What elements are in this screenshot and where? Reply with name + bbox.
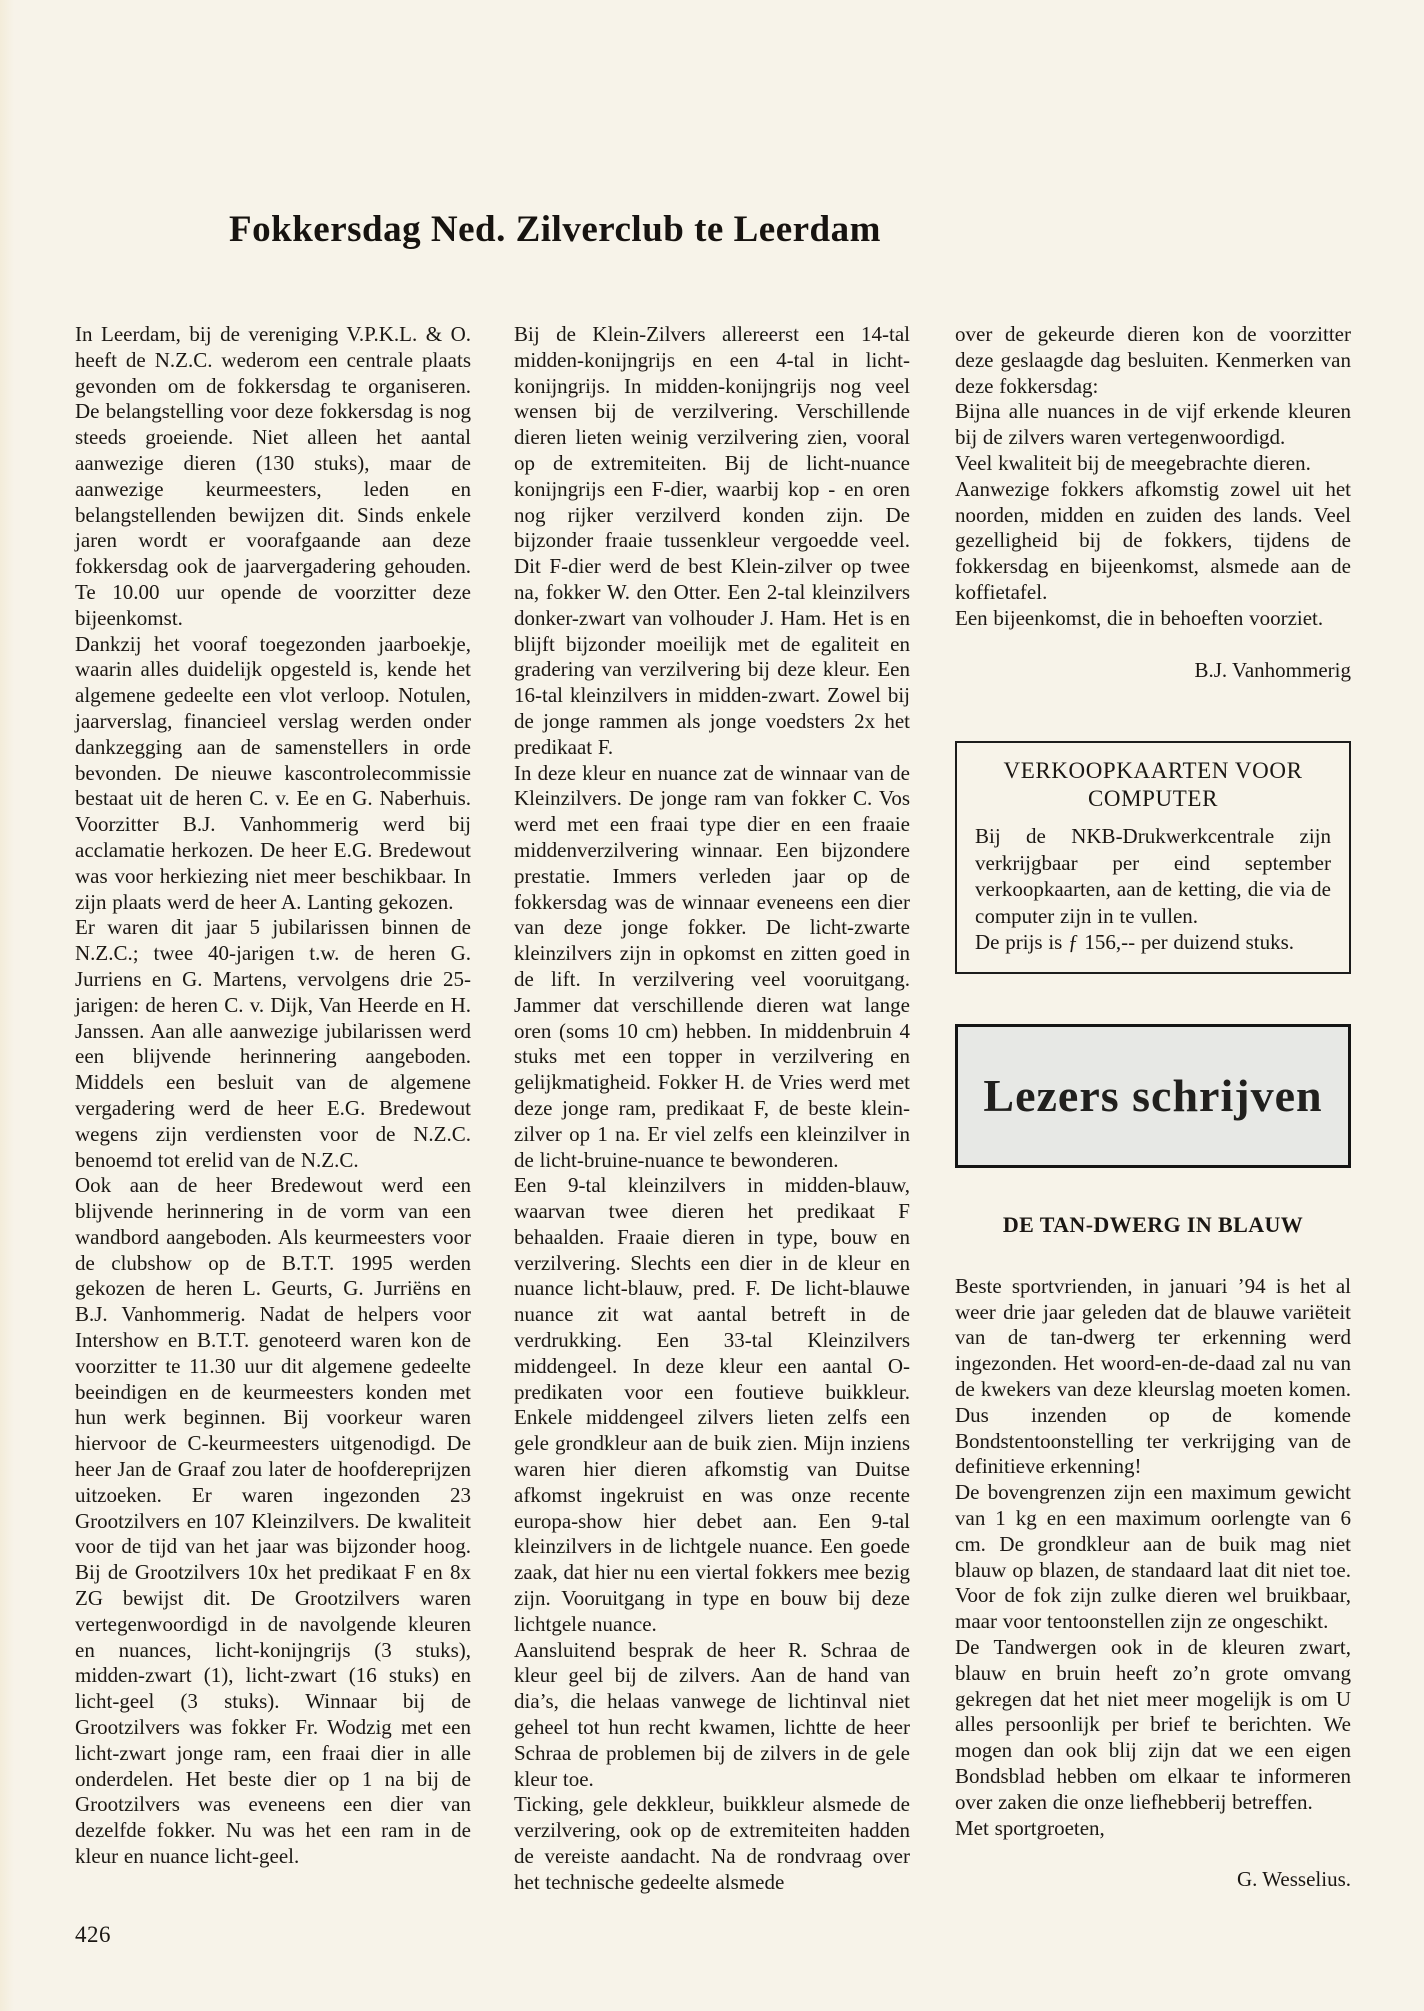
paragraph: over de gekeurde dieren kon de voorzitter deze geslaagde dag besluiten. Kenmerken van deze fokkersdag:: [955, 322, 1351, 398]
paragraph: Veel kwaliteit bij de meegebrachte dieren.: [955, 450, 1311, 475]
article-column-3: [955, 322, 1351, 1893]
lezers-schrijven-banner: [955, 1024, 1351, 1168]
scan-edge-shadow: [0, 0, 14, 2011]
page-title: Fokkersdag Ned. Zilverclub te Leerdam: [229, 208, 881, 250]
paragraph: Aansluitend besprak de heer R. Schraa de kleur geel bij de zilvers. Aan de hand van dia’s, die helaas vanwege de lichtinval niet geheel tot hun recht kwamen, lichtte de heer Schraa de problemen bij de zilvers in de gele kleur toe.: [514, 1637, 910, 1791]
letter-paragraph: Beste sportvrienden, in januari ’94 is het al weer drie jaar geleden dat de blauwe variëteit van de tan-dwerg ter erkenning werd ingezonden. Het woord-en-de-daad zal nu van de kwekers van deze kleurslag moeten komen. Dus inzenden op de komende Bondstentoonstelling ter verkrijging van de definitieve erkenning!: [955, 1273, 1351, 1479]
article-column-2: [514, 322, 910, 1896]
box-body: Bij de NKB-Drukwerkcentrale zijn verkrijgbaar per eind september verkoopkaarten, aan de ketting, die via de computer zijn in te vullen.: [975, 824, 1331, 928]
page-number: 426: [75, 1922, 111, 1947]
paragraph: Een bijeenkomst, die in behoeften voorziet.: [955, 605, 1324, 630]
article-column-1: [75, 322, 471, 1870]
letter-paragraph: De bovengrenzen zijn een maximum gewicht van 1 kg en een maximum oorlengte van 6 cm. De grondkleur aan de buik mag niet blauw op blazen, de standaard laat dit niet toe. Voor de fok zijn zulke dieren wel bruikbaar, maar voor tentoonstellen zijn ze ongeschikt.: [955, 1480, 1351, 1634]
paragraph: In Leerdam, bij de vereniging V.P.K.L. & O. heeft de N.Z.C. wederom een centrale plaats gevonden om de fokkersdag te organiseren. De belangstelling voor deze fokkersdag is nog steeds groeiende. Niet alleen het aantal aanwezige dieren (130 stuks), maar de aanwezige keurmeesters, leden en belangstellenden bewijzen dit. Sinds enkele jaren wordt er voorafgaande aan deze fokkersdag ook de jaarvergadering gehouden. Te 10.00 uur opende de voorzitter deze bijeenkomst.: [75, 322, 471, 630]
box-title: [975, 757, 1331, 813]
paragraph: Bijna alle nuances in de vijf erkende kleuren bij de zilvers waren vertegenwoordigd.: [955, 399, 1351, 450]
paragraph: In deze kleur en nuance zat de winnaar van de Kleinzilvers. De jonge ram van fokker C. Vos werd met een fraai type dier en een fraaie middenverzilvering winnaar. Een bijzondere prestatie. Immers verleden jaar op de fokkersdag was de winnaar eveneens een dier van deze jonge fokker. De licht-zwarte kleinzilvers zijn in opkomst en zitten goed in de lift. In verzilvering veel vooruitgang. Jammer dat verschillende dieren wat lange oren (soms 10 cm) hebben. In middenbruin 4 stuks met een topper in verzilvering en gelijkmatigheid. Fokker H. de Vries werd met deze jonge ram, predikaat F, de beste klein-zilver op 1 na. Er viel zelfs een kleinzilver in de licht-bruine-nuance te bewonderen.: [514, 760, 910, 1172]
author-signature: B.J. Vanhommerig: [1194, 657, 1351, 682]
paragraph: Een 9-tal kleinzilvers in midden-blauw, waarvan twee dieren het predikaat F behaalden. Fraaie dieren in type, bouw en verzilvering. Slechts een dier in de kleur en nuance licht-blauw, pred. F. De licht-blauwe nuance zit wat aantal betreft in de verdrukking. Een 33-tal Kleinzilvers middengeel. In deze kleur een aantal O-predikaten voor een foutieve buikkleur. Enkele middengeel zilvers lieten zelfs een gele grondkleur aan de buik zien. Mijn inziens waren hier dieren afkomstig van Duitse afkomst ingekruist en was onze recente europa-show hier debet aan. Een 9-tal kleinzilvers in de lichtgele nuance. Een goede zaak, dat hier nu een viertal fokkers mee bezig zijn. Vooruitgang in type en bouw bij deze lichtgele nuance.: [514, 1173, 910, 1636]
letter-signature: G. Wesselius.: [1236, 1867, 1351, 1892]
paragraph: Aanwezige fokkers afkomstig zowel uit het noorden, midden en zuiden des lands. Veel gezelligheid bij de fokkers, tijdens de fokkersdag en bijeenkomst, alsmede aan de koffietafel.: [955, 476, 1351, 604]
banner-text: Lezers schrijven: [983, 1070, 1323, 1122]
paragraph: Bij de Klein-Zilvers allereerst een 14-tal midden-konijngrijs en een 4-tal in licht-konijngrijs. In midden-konijngrijs nog veel wensen bij de verzilvering. Verschillende dieren lieten weinig verzilvering zien, vooral op de extremiteiten. Bij de licht-nuance konijngrijs een F-dier, waarbij kop - en oren nog rijker verzilverd konden zijn. De bijzonder fraaie tussenkleur vergoedde veel. Dit F-dier werd de best Klein-zilver op twee na, fokker W. den Otter. Een 2-tal kleinzilvers donker-zwart van volhouder J. Ham. Het is en blijft bijzonder moeilijk met de egaliteit en gradering van verzilvering bij deze kleur. Een 16-tal kleinzilvers in midden-zwart. Zowel bij de jonge rammen als jonge voedsters 2x het predikaat F.: [514, 322, 910, 759]
paragraph: Ook aan de heer Bredewout werd een blijvende herinnering in de vorm van een wandbord aangeboden. Als keurmeesters voor de clubshow op de B.T.T. 1995 werden gekozen de heren L. Geurts, G. Jurriëns en B.J. Vanhommerig. Nadat de helpers voor Intershow en B.T.T. genoteerd waren kon de voorzitter te 11.30 uur dit algemene gedeelte beeindigen en de keurmeesters konden met hun werk beginnen. Bij voorkeur waren hiervoor de C-keurmeesters uitgenodigd. De heer Jan de Graaf zou later de hoofdereprijzen uitzoeken. Er waren ingezonden 23 Grootzilvers en 107 Kleinzilvers. De kwaliteit voor de tijd van het jaar was bijzonder hoog. Bij de Grootzilvers 10x het predikaat F en 8x ZG bewijst dit. De Grootzilvers waren vertegenwoordigd in de navolgende kleuren en nuances, licht-konijngrijs (3 stuks), midden-zwart (1), licht-zwart (16 stuks) en licht-geel (3 stuks). Winnaar bij de Grootzilvers was fokker Fr. Wodzig met een licht-zwart jonge ram, een fraai dier in alle onderdelen. Het beste dier op 1 na bij de Grootzilvers was eveneens een dier van dezelfde fokker. Nu was het een ram in de kleur en nuance licht-geel.: [75, 1173, 471, 1869]
letter-paragraph: De Tandwergen ook in de kleuren zwart, blauw en bruin heeft zo’n grote omvang gekregen dat het niet meer mogelijk is om U alles persoonlijk per brief te berichten. We mogen dan ook blij zijn dat we een eigen Bondsblad hebben om elkaar te informeren over zaken die onze liefhebberij betreffen.: [955, 1635, 1351, 1814]
letter-title: DE TAN-DWERG IN BLAUW: [1002, 1211, 1304, 1237]
box-title-line1: VERKOOPKAARTEN VOOR: [1003, 758, 1303, 784]
letter-closing: Met sportgroeten,: [955, 1815, 1105, 1840]
box-price-line: De prijs is ƒ 156,-- per duizend stuks.: [975, 930, 1295, 955]
paragraph: Ticking, gele dekkleur, buikkleur alsmede de verzilvering, ook op de extremiteiten hadden de vereiste aandacht. Na de rondvraag over het technische gedeelte alsmede: [514, 1792, 910, 1894]
verkoopkaarten-box: [955, 741, 1351, 974]
paragraph: Er waren dit jaar 5 jubilarissen binnen de N.Z.C.; twee 40-jarigen t.w. de heren G. Jurriens en G. Martens, vervolgens drie 25-jarigen: de heren C. v. Dijk, Van Heerde en H. Janssen. Aan alle aanwezige jubilarissen werd een blijvende herinnering aangeboden. Middels een besluit van de algemene vergadering werd de heer E.G. Bredewout wegens zijn verdiensten voor de N.Z.C. benoemd tot erelid van de N.Z.C.: [75, 915, 471, 1172]
box-title-line2: COMPUTER: [1087, 786, 1219, 812]
paragraph: Dankzij het vooraf toegezonden jaarboekje, waarin alles duidelijk opgesteld is, kende het algemene gedeelte een vlot verloop. Notulen, jaarverslag, financieel verslag werden onder dankzegging aan de samenstellers in orde bevonden. De nieuwe kascontrolecommissie bestaat uit de heren C. v. Ee en G. Naberhuis. Voorzitter B.J. Vanhommerig werd bij acclamatie herkozen. De heer E.G. Bredewout was voor herkiezing niet meer beschikbaar. In zijn plaats werd de heer A. Lanting gekozen.: [75, 631, 471, 914]
